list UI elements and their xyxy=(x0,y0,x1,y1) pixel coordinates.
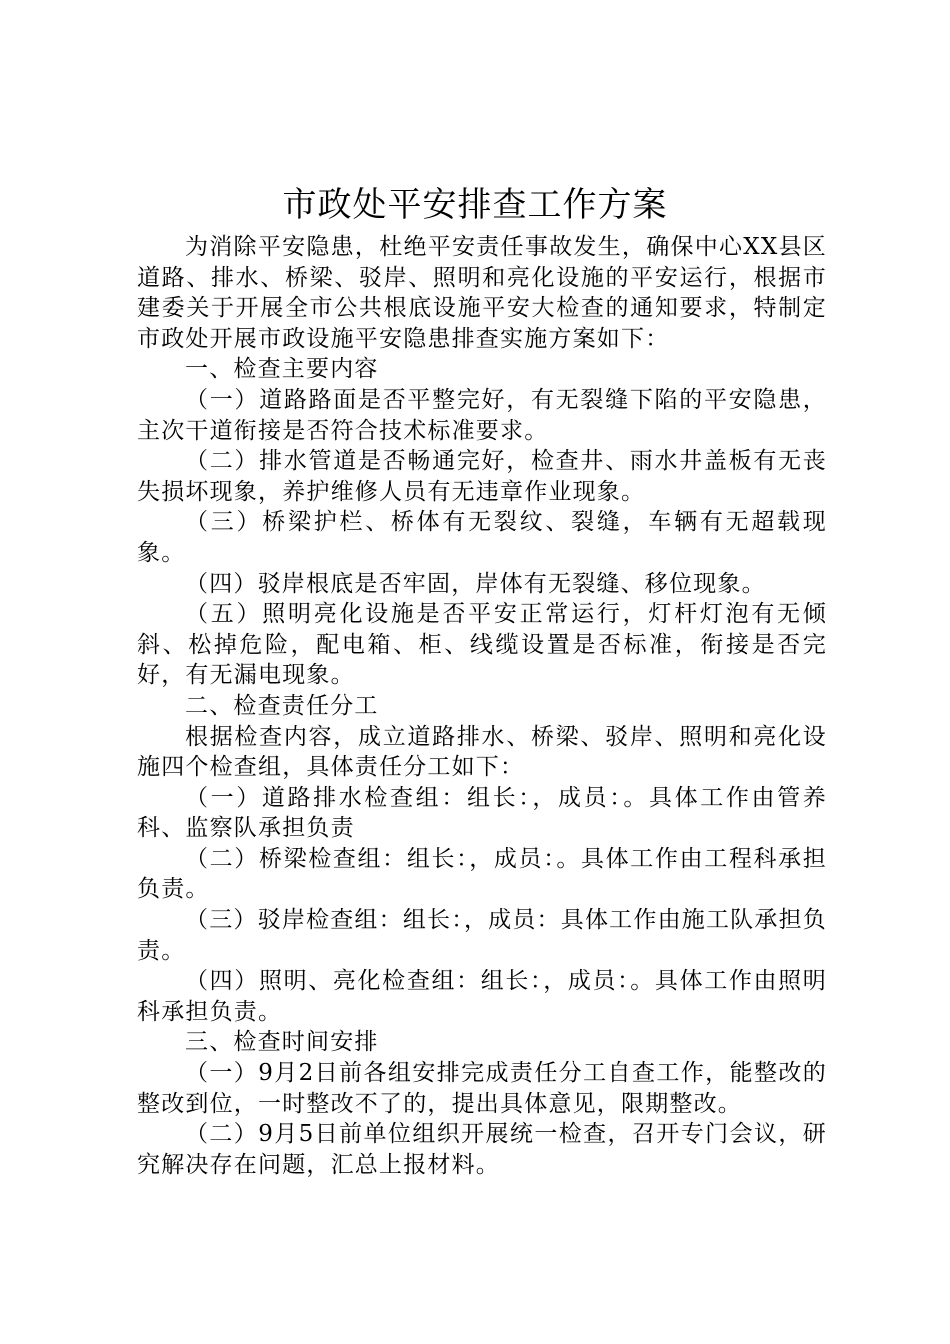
paragraph-1-4: （四）驳岸根底是否牢固，岸体有无裂缝、移位现象。 xyxy=(185,570,766,597)
paragraph-2-1: （一）道路排水检查组：组长：，成员：。具体工作由管养科、监察队承担负责 xyxy=(137,784,827,842)
paragraph-2-2: （二）桥梁检查组：组长：，成员：。具体工作由工程科承担负责。 xyxy=(137,845,827,903)
paragraph-1-3: （三）桥梁护栏、桥体有无裂纹、裂缝，车辆有无超载现象。 xyxy=(137,509,827,566)
section-heading-1: 一、检查主要内容 xyxy=(185,356,379,383)
document-body xyxy=(137,232,827,1180)
paragraph-1-1: （一）道路路面是否平整完好，有无裂缝下陷的平安隐患，主次干道衔接是否符合技术标准要求。 xyxy=(137,386,827,444)
paragraph-1-2: （二）排水管道是否畅通完好，检查井、雨水井盖板有无丧失损坏现象，养护维修人员有无违章作业现象。 xyxy=(137,448,827,505)
section-heading-2: 二、检查责任分工 xyxy=(185,692,379,719)
paragraph-intro: 为消除平安隐患，杜绝平安责任事故发生，确保中心XX县区道路、排水、桥梁、驳岸、照明和亮化设施的平安运行，根据市建委关于开展全市公共根底设施平安大检查的通知要求，特制定市政处开展市政设施平安隐患排查实施方案如下： xyxy=(137,234,827,352)
section-heading-3: 三、检查时间安排 xyxy=(185,1029,379,1056)
paragraph-2-3: （三）驳岸检查组：组长：，成员：具体工作由施工队承担负责。 xyxy=(137,907,827,964)
paragraph-3-2: （二）9月5日前单位组织开展统一检查，召开专门会议，研究解决存在问题，汇总上报材料。 xyxy=(137,1121,827,1178)
paragraph-2-4: （四）照明、亮化检查组：组长：，成员：。具体工作由照明科承担负责。 xyxy=(137,968,827,1025)
document-title: 市政处平安排查工作方案 xyxy=(282,185,668,225)
paragraph-3-1: （一）9月2日前各组安排完成责任分工自查工作，能整改的整改到位，一时整改不了的，提出具体意见，限期整改。 xyxy=(137,1060,827,1117)
paragraph-1-5: （五）照明亮化设施是否平安正常运行，灯杆灯泡有无倾斜、松掉危险，配电箱、柜、线缆设置是否标准，衔接是否完好，有无漏电现象。 xyxy=(137,601,827,689)
paragraph-2-intro: 根据检查内容，成立道路排水、桥梁、驳岸、照明和亮化设施四个检查组，具体责任分工如下： xyxy=(137,723,827,781)
